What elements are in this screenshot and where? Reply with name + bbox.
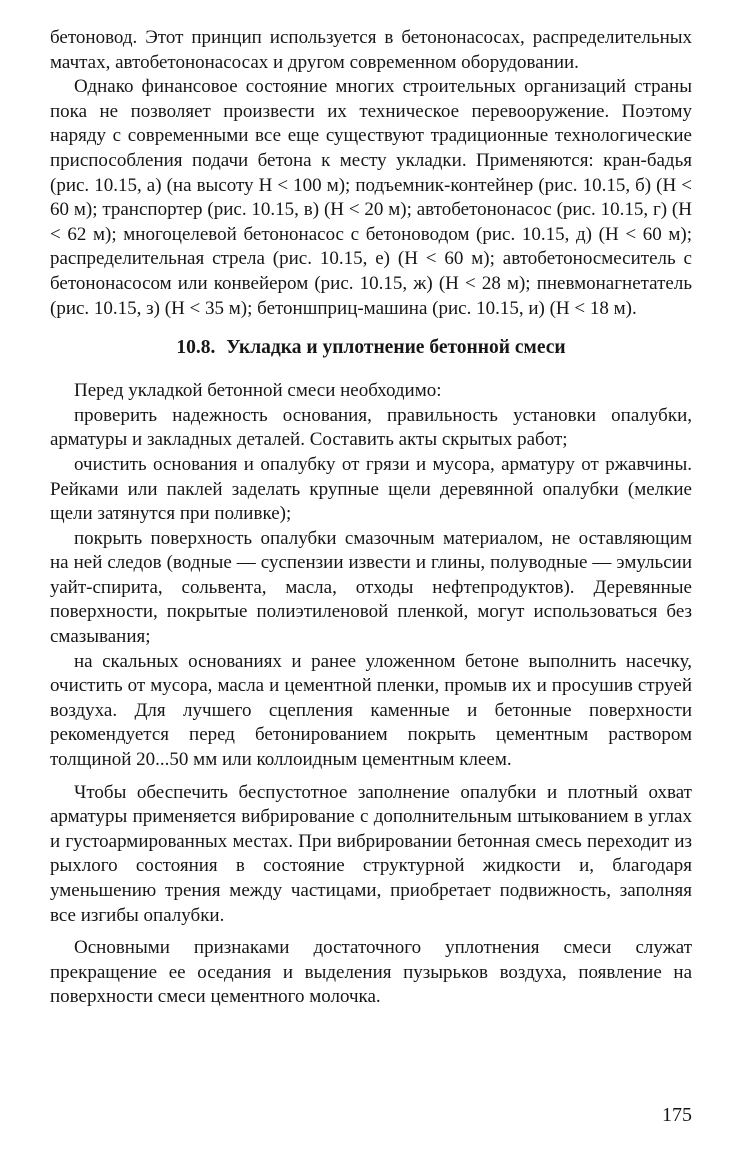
paragraph-check-base: проверить надежность основания, правильность установки опалубки, арматуры и закладных деталей. Составить акты скрытых работ;: [50, 404, 692, 451]
section-number: 10.8.: [176, 337, 216, 359]
paragraph-rock-base: на скальных основаниях и ранее уложенном бетоне выполнить насечку, очистить от мусора, масла и цементной пленки, промыв их и просушив струей воздуха. Для лучшего сцепления каменные и бетонные поверхности рекомендуется перед бетонированием покрыть цементным раствором толщиной 20...50 мм или коллоидным цементным клеем.: [50, 650, 692, 771]
paragraph-intro: Перед укладкой бетонной смеси необходимо:: [74, 380, 442, 402]
section-title: Укладка и уплотнение бетонной смеси: [226, 337, 566, 359]
paragraph-continuation: бетоновод. Этот принцип используется в бетононасосах, распределительных мачтах, автобетононасосах и другом современном оборудовании.: [50, 27, 692, 73]
paragraph-vibration: Чтобы обеспечить беспустотное заполнение опалубки и плотный охват арматуры применяется вибрирование с дополнительным штыкованием в углах и густоармированных местах. При вибрировании бетонная смесь переходит из рыхлого состояния в состояние структурной жидкости и, благодаря уменьшению трения между частицами, приобретает подвижность, заполняя все изгибы опалубки.: [50, 781, 692, 926]
page-number: 175: [662, 1104, 692, 1126]
paragraph-lubricate: покрыть поверхность опалубки смазочным материалом, не оставляющим на ней следов (водные — суспензии извести и глины, полуводные — эмульсии уайт-спирита, сольвента, масла, отходы нефтепродуктов). Деревянные поверхности, покрытые полиэтиленовой пленкой, могут использоваться без смазывания;: [50, 527, 692, 648]
paragraph-compaction-signs: Основными признаками достаточного уплотнения смеси служат прекращение ее оседания и выделения пузырьков воздуха, появление на поверхности смеси цементного молочка.: [50, 937, 692, 1008]
paragraph-clean-formwork: очистить основания и опалубку от грязи и мусора, арматуру от ржавчины. Рейками или паклей заделать крупные щели деревянной опалубки (мелкие щели затянутся при поливке);: [50, 453, 692, 525]
section-heading: [50, 335, 692, 361]
page-body: [50, 26, 692, 1010]
paragraph-equipment: Однако финансовое состояние многих строительных организаций страны пока не позволяет произвести их техническое перевооружение. Поэтому наряду с современными все еще существуют традиционные технологические приспособления подачи бетона к месту укладки. Применяются: кран-бадья (рис. 10.15, а) (на высоту Н < 100 м); подъемник-контейнер (рис. 10.15, б) (Н < 60 м); транспортер (рис. 10.15, в) (Н < 20 м); автобетононасос (рис. 10.15, г) (Н < 62 м); многоцелевой бетононасос с бетоноводом (рис. 10.15, д) (Н < 60 м); распределительная стрела (рис. 10.15, е) (Н < 60 м); автобетоносмеситель с бетононасосом или конвейером (рис. 10.15, ж) (Н < 28 м); пневмонагнетатель (рис. 10.15, з) (Н < 35 м); бетоншприц-машина (рис. 10.15, и) (Н < 18 м).: [50, 76, 692, 319]
